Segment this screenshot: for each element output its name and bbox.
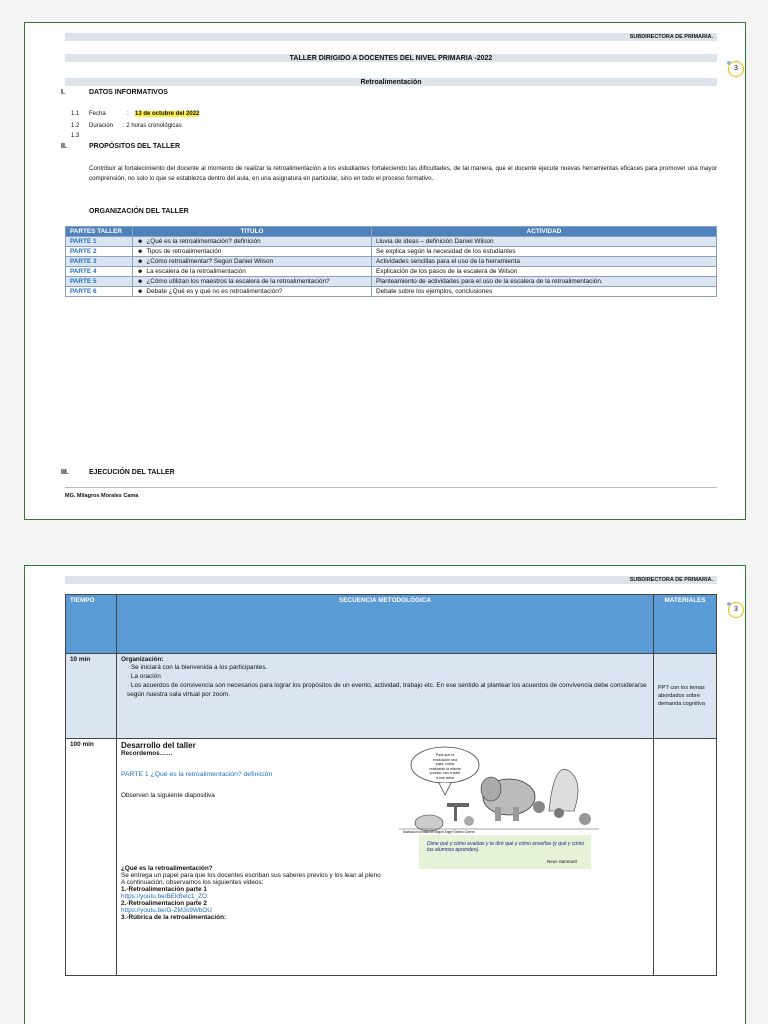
part-activity: Lluvia de ideas – definición Daniel Wilson	[372, 237, 717, 247]
materials-cell: PPT con los temas abordados sobre demanda cognitiva	[654, 654, 717, 739]
people-icon: ☻	[137, 269, 144, 275]
col-header-materials: MATERIALES	[654, 595, 717, 654]
sequence-cell	[117, 654, 654, 739]
part-title: Debate ¿Qué es y qué no es retroalimentación?	[146, 288, 283, 295]
part-activity: Planteamiento de actividades para el uso de la escalera de la retroalimentación.	[372, 277, 717, 287]
part-label: PARTE 5	[66, 277, 133, 287]
page-number-badge	[728, 61, 744, 77]
part-title: ¿Cómo utilizan los maestros la escalera de la retroalimentación?	[146, 278, 330, 285]
item-1-3: 1.3	[71, 133, 80, 139]
instruction-line: Se entrega un papel para que los docentes escriban sus saberes previos y los lean al pleno	[121, 872, 381, 879]
fecha-label: Fecha	[89, 111, 106, 117]
part-label: PARTE 1	[66, 237, 133, 247]
video-1-link[interactable]: https://youtu.be/BEkBetc1_ZO	[121, 893, 207, 900]
people-icon: ☻	[137, 289, 144, 295]
fecha-colon: :	[127, 111, 129, 117]
fecha-value: 13 de octubre del 2022	[135, 111, 200, 117]
observen-text: Observen la siguiente diapositiva	[121, 792, 215, 799]
badge-dot-icon	[727, 602, 731, 606]
header-bar	[65, 33, 717, 41]
table-row	[66, 654, 717, 739]
workshop-parts-table	[65, 226, 717, 297]
part-label: PARTE 4	[66, 267, 133, 277]
fecha-number: 1.1	[71, 111, 80, 117]
page-number-badge	[728, 602, 744, 618]
table-row	[66, 287, 717, 297]
time-cell: 10 min	[66, 654, 117, 739]
part-activity: Se explica según la necesidad de los estudiantes	[372, 247, 717, 257]
organization-title: ORGANIZACIÓN DEL TALLER	[89, 208, 189, 215]
table-row	[66, 277, 717, 287]
part-label: PARTE 6	[66, 287, 133, 297]
video-3-label: 3.-Rúbrica de la retroalimentación:	[121, 914, 227, 921]
document-subtitle: Retroalimentación	[360, 79, 422, 86]
speech-bubble-text: Para que la evaluación sea justa, todos realizarán la misma prueba: van a subir a ese árbol	[429, 753, 461, 780]
quote-text: Dime qué y cómo evalúas y te diré qué y cómo enseñas (y qué y cómo tus alumnos aprenden).	[427, 841, 585, 853]
part-title: La escalera de la retroalimentación	[146, 268, 246, 275]
document-title: TALLER DIRIGIDO A DOCENTES DEL NIVEL PRIMARIA -2022	[289, 55, 493, 62]
col-header-time: TIEMPO	[66, 595, 117, 654]
duracion-label: Duración	[89, 123, 114, 129]
time-cell: 100 min	[66, 739, 117, 976]
people-icon: ☻	[137, 259, 144, 265]
col-header-sequence: SECUENCIA METODOLÓGICA	[117, 595, 654, 654]
instruction-line: A continuación, observamos los siguientes videos:	[121, 879, 264, 886]
sequence-cell	[117, 739, 654, 976]
part-title-cell	[133, 277, 372, 287]
header-bar	[65, 576, 717, 584]
question-text: ¿Qué es la retroalimentación?	[121, 865, 213, 872]
part-title-cell	[133, 247, 372, 257]
header-text: SUBDIRECTORA DE PRIMARIA.	[629, 577, 713, 583]
people-icon: ☻	[137, 279, 144, 285]
table-row	[66, 247, 717, 257]
section-1-title: DATOS INFORMATIVOS	[89, 89, 168, 96]
video-2-label: 2.-Retroalimentacion parte 2	[121, 900, 207, 907]
col-header-activity: ACTIVIDAD	[372, 227, 717, 237]
duracion-value: : 2 horas cronológicas	[123, 123, 182, 129]
part-title-cell	[133, 267, 372, 277]
recordemos-text: Recordemos……	[121, 750, 173, 757]
header-text: SUBDIRECTORA DE PRIMARIA.	[629, 34, 713, 40]
section-3-number: III.	[61, 469, 69, 476]
section-2-title: PROPÓSITOS DEL TALLER	[89, 143, 181, 150]
development-heading: Desarrollo del taller	[121, 741, 196, 750]
cartoon-illustration	[399, 741, 599, 873]
part-title: ¿Cómo retroalimentar? Según Daniel Wilson	[146, 258, 274, 265]
organization-heading: Organización:	[121, 656, 164, 663]
table-row	[66, 739, 717, 976]
col-header-title: TITULO	[133, 227, 372, 237]
table-row	[66, 267, 717, 277]
part-title-cell	[133, 287, 372, 297]
table-row	[66, 257, 717, 267]
col-header-parts: PARTES TALLER	[66, 227, 133, 237]
people-icon: ☻	[137, 239, 144, 245]
video-2-link[interactable]: https://youtu.be/G-ZMJs9WbOU	[121, 907, 212, 914]
page-number: 3	[734, 65, 738, 72]
list-item: · Se iniciará con la bienvenida a los participantes.	[127, 664, 268, 671]
part-title: ¿Qué es la retroalimentación? definición	[146, 238, 261, 245]
part-activity: Actividades sencillas para el uso de la herramienta	[372, 257, 717, 267]
quote-author: Neus Sanmartí	[547, 859, 578, 864]
badge-dot-icon	[727, 61, 731, 65]
duracion-number: 1.2	[71, 123, 80, 129]
section-2-number: II.	[61, 143, 67, 150]
section-3-title: EJECUCIÓN DEL TALLER	[89, 469, 175, 476]
methodology-table	[65, 594, 717, 976]
purpose-paragraph: Contribuir al fortalecimiento del docente al momento de realizar la retroalimentación a los estudiantes fortaleciendo las dificultades, de tal manera, que el docente ejecute nuevas herramientas eficaces para promover una mayor comprensión, no solo lo que se establezca dentro del aula, en una asignatura en particular, sino en todo el proceso formativo.	[89, 165, 717, 182]
footer-divider	[65, 487, 717, 488]
footer-author: MG. Milagros Morales Cama	[65, 493, 139, 499]
document-page-2	[24, 565, 746, 1024]
part-label: PARTE 3	[66, 257, 133, 267]
document-page-1	[24, 22, 746, 520]
part-title: Tipos de retroalimentación	[146, 248, 222, 255]
video-1-label: 1.-Retroalimentación parte 1	[121, 886, 207, 893]
materials-cell	[654, 739, 717, 976]
list-item: · Los acuerdos de convivencia son necesarios para lograr los propósitos de un evento, actividad, trabajo etc. En ese sentido al plantear los acuerdos de convivencia debe considerarse según nuestra sala virtual por zoom.	[127, 682, 647, 698]
part-activity: Debate sobre los ejemplos, conclusiones	[372, 287, 717, 297]
section-1-number: I.	[61, 89, 65, 96]
part-title-cell	[133, 257, 372, 267]
page-number: 3	[734, 606, 738, 613]
people-icon: ☻	[137, 249, 144, 255]
table-row	[66, 237, 717, 247]
part-activity: Explicación de los pasos de la escalera de Wilson	[372, 267, 717, 277]
list-item: · La oración	[127, 673, 161, 680]
part-title-cell	[133, 237, 372, 247]
illustration-caption: Ilustración tomada de Miguel Ángel Santos Guerra	[403, 830, 475, 834]
part-label: PARTE 2	[66, 247, 133, 257]
parte1-link: PARTE 1 ¿Qué es la retroalimentación? definición	[121, 771, 273, 778]
